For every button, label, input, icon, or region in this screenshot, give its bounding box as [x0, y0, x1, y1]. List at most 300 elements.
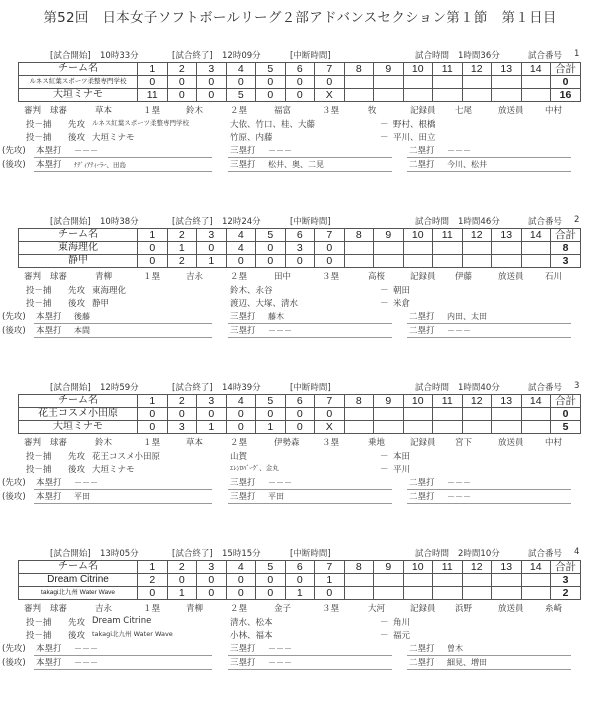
- first-base-umpire-label: １塁: [143, 272, 161, 282]
- visitor-home-runs: [34, 310, 212, 324]
- total-header: 合計: [551, 229, 581, 242]
- visitor-inning-10: [403, 408, 433, 421]
- home-catchers: 平川、田立: [393, 133, 436, 143]
- visitor-inning-7: 1: [315, 574, 345, 587]
- home-side-label: (後攻): [2, 492, 26, 502]
- triple-value: －－－: [268, 658, 292, 667]
- triple-label: 三塁打: [230, 658, 256, 668]
- triple-value: 平田: [268, 492, 284, 501]
- visitor-inning-4: 0: [226, 574, 256, 587]
- home-battery-row: [0, 629, 600, 642]
- plate-umpire: 青柳: [95, 272, 113, 282]
- home-inning-6: 0: [285, 421, 315, 434]
- visitor-triples: [228, 642, 392, 656]
- page-title: 第52回 日本女子ソフトボールリーグ２部アドバンスセクション第１節 第１日目: [43, 10, 557, 26]
- scoreboard-table: [18, 228, 581, 268]
- visitor-inning-14: [521, 242, 551, 255]
- inning-header-9: 9: [374, 229, 404, 242]
- dash: －: [380, 299, 389, 309]
- triple-label: 三塁打: [230, 160, 256, 170]
- home-inning-5: 0: [256, 89, 286, 102]
- visitor-battery-row: [0, 450, 600, 463]
- home-run-value: ﾅﾃﾞｨｱﾃｨｰﾗｰ、田島: [74, 161, 126, 169]
- scoreboard-table: [18, 560, 581, 600]
- home-pitchers: 竹原、内藤: [230, 133, 273, 143]
- third-base-umpire: 大河: [368, 604, 386, 614]
- home-inning-7: 0: [315, 587, 345, 600]
- visitor-inning-4: 4: [226, 242, 256, 255]
- visitor-score-row: [19, 574, 581, 587]
- interrupt-label: [中断時間]: [290, 549, 331, 559]
- home-inning-14: [521, 421, 551, 434]
- second-base-umpire-label: ２塁: [230, 106, 248, 116]
- visitor-inning-4: 0: [226, 76, 256, 89]
- home-inning-6: 1: [285, 587, 315, 600]
- umpires-row: [0, 104, 600, 116]
- inning-header-5: 5: [256, 561, 286, 574]
- double-value: 内田、太田: [447, 312, 487, 321]
- visitor-catchers: 朝田: [393, 286, 411, 296]
- end-time: 12時09分: [222, 51, 261, 61]
- inning-header-10: 10: [403, 561, 433, 574]
- announcer: 糸崎: [545, 604, 563, 614]
- total-header: 合計: [551, 395, 581, 408]
- home-hits-row: [0, 490, 600, 504]
- visitor-inning-11: [433, 76, 463, 89]
- third-base-umpire-label: ３塁: [322, 604, 340, 614]
- inning-header-1: 1: [138, 395, 168, 408]
- inning-header-9: 9: [374, 561, 404, 574]
- visitor-inning-14: [521, 408, 551, 421]
- visitor-inning-12: [462, 574, 492, 587]
- home-run-label: 本塁打: [36, 312, 62, 322]
- visitor-team-name: Dream Citrine: [19, 574, 138, 587]
- home-inning-13: [492, 587, 522, 600]
- first-base-umpire-label: １塁: [143, 106, 161, 116]
- triple-label: 三塁打: [230, 312, 256, 322]
- inning-header-12: 12: [462, 561, 492, 574]
- visitor-inning-12: [462, 408, 492, 421]
- home-side-label: (後攻): [2, 326, 26, 336]
- visitor-inning-6: 3: [285, 242, 315, 255]
- home-run-value: －－－: [74, 478, 98, 487]
- home-inning-2: 3: [167, 421, 197, 434]
- visitor-battery-team: 花王コスメ小田原: [92, 452, 161, 462]
- double-value: 今川、松井: [447, 160, 487, 169]
- visitor-hits-row: [0, 144, 600, 158]
- visitor-home-runs: [34, 476, 212, 490]
- announcer-label: 放送員: [498, 604, 524, 614]
- home-inning-1: 0: [138, 421, 168, 434]
- game-number-label: 試合番号: [528, 549, 563, 559]
- first-base-umpire: 吉永: [186, 272, 204, 282]
- scoreboard-header-row: [19, 561, 581, 574]
- double-value: －－－: [447, 146, 471, 155]
- plate-umpire-label: 球審: [50, 438, 68, 448]
- home-home-runs: [34, 490, 212, 504]
- home-side-label: (後攻): [2, 658, 26, 668]
- game-number: 3: [574, 381, 580, 391]
- duration-value: 1時間40分: [458, 383, 500, 393]
- third-base-umpire-label: ３塁: [322, 106, 340, 116]
- home-pitchers: 小林、福本: [230, 631, 273, 641]
- scorer: 宮下: [455, 438, 473, 448]
- visitor-total: 8: [551, 242, 581, 255]
- home-inning-12: [462, 421, 492, 434]
- end-label: [試合終了]: [172, 549, 213, 559]
- visitor-inning-9: [374, 76, 404, 89]
- home-inning-3: 1: [197, 421, 227, 434]
- third-base-umpire: 乗地: [368, 438, 386, 448]
- second-base-umpire: 伊勢森: [274, 438, 300, 448]
- home-triples: [228, 324, 392, 338]
- umpires-row: [0, 602, 600, 614]
- visitor-inning-13: [492, 242, 522, 255]
- inning-header-3: 3: [197, 561, 227, 574]
- home-inning-7: X: [315, 421, 345, 434]
- home-run-value: 後藤: [74, 312, 90, 321]
- double-label: 二塁打: [409, 146, 435, 156]
- inning-header-13: 13: [492, 63, 522, 76]
- inning-header-9: 9: [374, 395, 404, 408]
- visitor-inning-4: 0: [226, 408, 256, 421]
- inning-header-4: 4: [226, 395, 256, 408]
- visitor-inning-3: 0: [197, 574, 227, 587]
- inning-header-2: 2: [167, 561, 197, 574]
- visitor-inning-13: [492, 574, 522, 587]
- visitor-pitchers: 鈴木、永谷: [230, 286, 273, 296]
- home-pitchers: ｴﾚﾝﾛﾊﾞｰｸﾞ、金丸: [230, 464, 279, 472]
- home-battery-row: [0, 131, 600, 144]
- home-battery-team: takagi北九州 Water Wave: [92, 630, 173, 638]
- home-inning-3: 1: [197, 255, 227, 268]
- battery-label: 投－捕: [26, 286, 52, 296]
- visitor-home-runs: [34, 144, 212, 158]
- home-team-name: 静甲: [19, 255, 138, 268]
- home-team-name: 大垣ミナモ: [19, 89, 138, 102]
- home-inning-10: [403, 587, 433, 600]
- umpires-row: [0, 270, 600, 282]
- home-label: 後攻: [68, 631, 86, 641]
- home-label: 後攻: [68, 465, 86, 475]
- visitor-doubles: [407, 642, 571, 656]
- home-home-runs: [34, 158, 212, 172]
- umpire-label: 審判: [24, 272, 42, 282]
- team-name-header: チーム名: [19, 561, 138, 574]
- plate-umpire-label: 球審: [50, 106, 68, 116]
- home-hits-row: [0, 158, 600, 172]
- end-label: [試合終了]: [172, 217, 213, 227]
- visitor-inning-6: 0: [285, 76, 315, 89]
- scorer-label: 記録員: [410, 604, 436, 614]
- scoreboard-header-row: [19, 63, 581, 76]
- home-inning-4: 0: [226, 421, 256, 434]
- home-run-value: －－－: [74, 644, 98, 653]
- second-base-umpire-label: ２塁: [230, 604, 248, 614]
- visitor-inning-13: [492, 408, 522, 421]
- start-time: 12時59分: [100, 383, 139, 393]
- inning-header-6: 6: [285, 229, 315, 242]
- inning-header-12: 12: [462, 63, 492, 76]
- team-name-header: チーム名: [19, 229, 138, 242]
- inning-header-7: 7: [315, 561, 345, 574]
- first-base-umpire: 青柳: [186, 604, 204, 614]
- dash: －: [380, 133, 389, 143]
- visitor-inning-2: 0: [167, 408, 197, 421]
- game-block: [0, 49, 600, 209]
- visitor-side-label: (先攻): [2, 312, 26, 322]
- inning-header-11: 11: [433, 229, 463, 242]
- visitor-hits-row: [0, 642, 600, 656]
- end-label: [試合終了]: [172, 383, 213, 393]
- visitor-battery-row: [0, 616, 600, 629]
- inning-header-7: 7: [315, 229, 345, 242]
- inning-header-7: 7: [315, 63, 345, 76]
- second-base-umpire: 福富: [274, 106, 292, 116]
- home-inning-4: 5: [226, 89, 256, 102]
- home-run-label: 本塁打: [36, 644, 62, 654]
- home-hits-row: [0, 656, 600, 670]
- visitor-side-label: (先攻): [2, 146, 26, 156]
- plate-umpire: 鈴木: [95, 438, 113, 448]
- scoreboard-table: [18, 394, 581, 434]
- third-base-umpire-label: ３塁: [322, 438, 340, 448]
- visitor-catchers: 角川: [393, 618, 411, 628]
- visitor-triples: [228, 144, 392, 158]
- home-inning-4: 0: [226, 587, 256, 600]
- game-number-label: 試合番号: [528, 217, 563, 227]
- start-time: 10時33分: [100, 51, 139, 61]
- visitor-side-label: (先攻): [2, 644, 26, 654]
- visitor-battery-row: [0, 284, 600, 297]
- inning-header-6: 6: [285, 63, 315, 76]
- inning-header-14: 14: [521, 229, 551, 242]
- home-inning-13: [492, 89, 522, 102]
- visitor-catchers: 野村、根橋: [393, 120, 436, 130]
- home-inning-13: [492, 421, 522, 434]
- visitor-inning-6: 0: [285, 408, 315, 421]
- third-base-umpire: 牧: [368, 106, 377, 116]
- start-time: 13時05分: [100, 549, 139, 559]
- home-doubles: [407, 656, 571, 670]
- game-number: 1: [574, 49, 580, 59]
- scorer-label: 記録員: [410, 438, 436, 448]
- triple-label: 三塁打: [230, 146, 256, 156]
- visitor-inning-1: 0: [138, 242, 168, 255]
- triple-value: －－－: [268, 326, 292, 335]
- triple-value: 松井、奥、二見: [268, 160, 324, 169]
- home-label: 後攻: [68, 133, 86, 143]
- duration-label: 試合時間: [415, 383, 450, 393]
- inning-header-2: 2: [167, 395, 197, 408]
- inning-header-11: 11: [433, 63, 463, 76]
- start-label: [試合開始]: [50, 549, 91, 559]
- inning-header-9: 9: [374, 63, 404, 76]
- game-meta: [0, 49, 600, 61]
- announcer-label: 放送員: [498, 272, 524, 282]
- duration-value: 2時間10分: [458, 549, 500, 559]
- plate-umpire: 吉永: [95, 604, 113, 614]
- inning-header-13: 13: [492, 229, 522, 242]
- second-base-umpire-label: ２塁: [230, 438, 248, 448]
- inning-header-1: 1: [138, 63, 168, 76]
- home-inning-5: 1: [256, 421, 286, 434]
- home-inning-2: 1: [167, 587, 197, 600]
- home-inning-11: [433, 255, 463, 268]
- double-label: 二塁打: [409, 160, 435, 170]
- home-battery-row: [0, 297, 600, 310]
- battery-label: 投－捕: [26, 133, 52, 143]
- home-pitchers: 渡辺、大塚、清水: [230, 299, 299, 309]
- visitor-inning-5: 0: [256, 574, 286, 587]
- visitor-inning-9: [374, 408, 404, 421]
- visitor-team-name: 花王コスメ小田原: [19, 408, 138, 421]
- game-number: 2: [574, 215, 580, 225]
- home-inning-1: 0: [138, 255, 168, 268]
- interrupt-label: [中断時間]: [290, 51, 331, 61]
- double-label: 二塁打: [409, 326, 435, 336]
- home-inning-6: 0: [285, 255, 315, 268]
- triple-label: 三塁打: [230, 644, 256, 654]
- battery-label: 投－捕: [26, 120, 52, 130]
- visitor-inning-5: 0: [256, 408, 286, 421]
- visitor-score-row: [19, 76, 581, 89]
- inning-header-7: 7: [315, 395, 345, 408]
- inning-header-3: 3: [197, 395, 227, 408]
- home-inning-2: 0: [167, 89, 197, 102]
- visitor-catchers: 本田: [393, 452, 411, 462]
- game-number-label: 試合番号: [528, 51, 563, 61]
- home-run-label: 本塁打: [36, 658, 62, 668]
- third-base-umpire: 高桜: [368, 272, 386, 282]
- announcer: 石川: [545, 272, 563, 282]
- scorer-label: 記録員: [410, 272, 436, 282]
- home-home-runs: [34, 324, 212, 338]
- plate-umpire-label: 球審: [50, 272, 68, 282]
- dash: －: [380, 465, 389, 475]
- dash: －: [380, 452, 389, 462]
- home-triples: [228, 158, 392, 172]
- visitor-inning-14: [521, 574, 551, 587]
- scoreboard-header-row: [19, 229, 581, 242]
- visitor-inning-12: [462, 242, 492, 255]
- umpire-label: 審判: [24, 604, 42, 614]
- second-base-umpire-label: ２塁: [230, 272, 248, 282]
- first-base-umpire: 鈴木: [186, 106, 204, 116]
- dash: －: [380, 618, 389, 628]
- inning-header-2: 2: [167, 229, 197, 242]
- visitor-inning-2: 1: [167, 242, 197, 255]
- home-inning-5: 0: [256, 255, 286, 268]
- umpire-label: 審判: [24, 106, 42, 116]
- second-base-umpire: 金子: [274, 604, 292, 614]
- visitor-home-runs: [34, 642, 212, 656]
- duration-label: 試合時間: [415, 549, 450, 559]
- visitor-inning-10: [403, 574, 433, 587]
- inning-header-5: 5: [256, 229, 286, 242]
- triple-value: －－－: [268, 644, 292, 653]
- double-label: 二塁打: [409, 492, 435, 502]
- double-label: 二塁打: [409, 478, 435, 488]
- visitor-inning-11: [433, 574, 463, 587]
- total-header: 合計: [551, 63, 581, 76]
- double-value: 曽木: [447, 644, 463, 653]
- first-base-umpire: 草本: [186, 438, 204, 448]
- visitor-inning-1: 0: [138, 408, 168, 421]
- home-run-label: 本塁打: [36, 492, 62, 502]
- visitor-battery-team: ルネス紅葉スポーツ柔整専門学校: [92, 119, 190, 127]
- home-inning-3: 0: [197, 89, 227, 102]
- inning-header-8: 8: [344, 229, 374, 242]
- visitor-inning-9: [374, 242, 404, 255]
- announcer-label: 放送員: [498, 438, 524, 448]
- home-hits-row: [0, 324, 600, 338]
- visitor-total: 0: [551, 408, 581, 421]
- home-inning-7: X: [315, 89, 345, 102]
- dash: －: [380, 120, 389, 130]
- visitor-battery-team: Dream Citrine: [92, 616, 152, 626]
- triple-label: 三塁打: [230, 326, 256, 336]
- inning-header-10: 10: [403, 63, 433, 76]
- home-inning-3: 0: [197, 587, 227, 600]
- visitor-inning-3: 0: [197, 76, 227, 89]
- home-run-label: 本塁打: [36, 160, 62, 170]
- home-triples: [228, 656, 392, 670]
- home-inning-9: [374, 421, 404, 434]
- visitor-team-name: 東海理化: [19, 242, 138, 255]
- home-battery-team: 静甲: [92, 299, 110, 309]
- home-inning-12: [462, 89, 492, 102]
- home-score-row: [19, 421, 581, 434]
- battery-label: 投－捕: [26, 618, 52, 628]
- home-inning-14: [521, 255, 551, 268]
- visitor-total: 0: [551, 76, 581, 89]
- visitor-inning-11: [433, 408, 463, 421]
- home-battery-team: 大垣ミナモ: [92, 465, 135, 475]
- plate-umpire: 草本: [95, 106, 113, 116]
- visitor-inning-11: [433, 242, 463, 255]
- visitor-triples: [228, 476, 392, 490]
- visitor-inning-9: [374, 574, 404, 587]
- end-label: [試合終了]: [172, 51, 213, 61]
- scoreboard-table: [18, 62, 581, 102]
- visitor-doubles: [407, 144, 571, 158]
- home-home-runs: [34, 656, 212, 670]
- inning-header-12: 12: [462, 229, 492, 242]
- home-battery-row: [0, 463, 600, 476]
- inning-header-14: 14: [521, 561, 551, 574]
- game-block: [0, 215, 600, 375]
- visitor-inning-3: 0: [197, 408, 227, 421]
- visitor-doubles: [407, 476, 571, 490]
- home-inning-8: [344, 255, 374, 268]
- home-doubles: [407, 158, 571, 172]
- inning-header-5: 5: [256, 63, 286, 76]
- home-inning-10: [403, 89, 433, 102]
- home-inning-14: [521, 89, 551, 102]
- game-block: [0, 547, 600, 707]
- triple-value: －－－: [268, 478, 292, 487]
- game-meta: [0, 381, 600, 393]
- scoreboard-header-row: [19, 395, 581, 408]
- first-base-umpire-label: １塁: [143, 604, 161, 614]
- visitor-pitchers: 山賀: [230, 452, 248, 462]
- home-team-name: takagi北九州 Water Wave: [19, 587, 138, 600]
- first-base-umpire-label: １塁: [143, 438, 161, 448]
- home-inning-11: [433, 89, 463, 102]
- home-catchers: 福元: [393, 631, 411, 641]
- home-inning-11: [433, 421, 463, 434]
